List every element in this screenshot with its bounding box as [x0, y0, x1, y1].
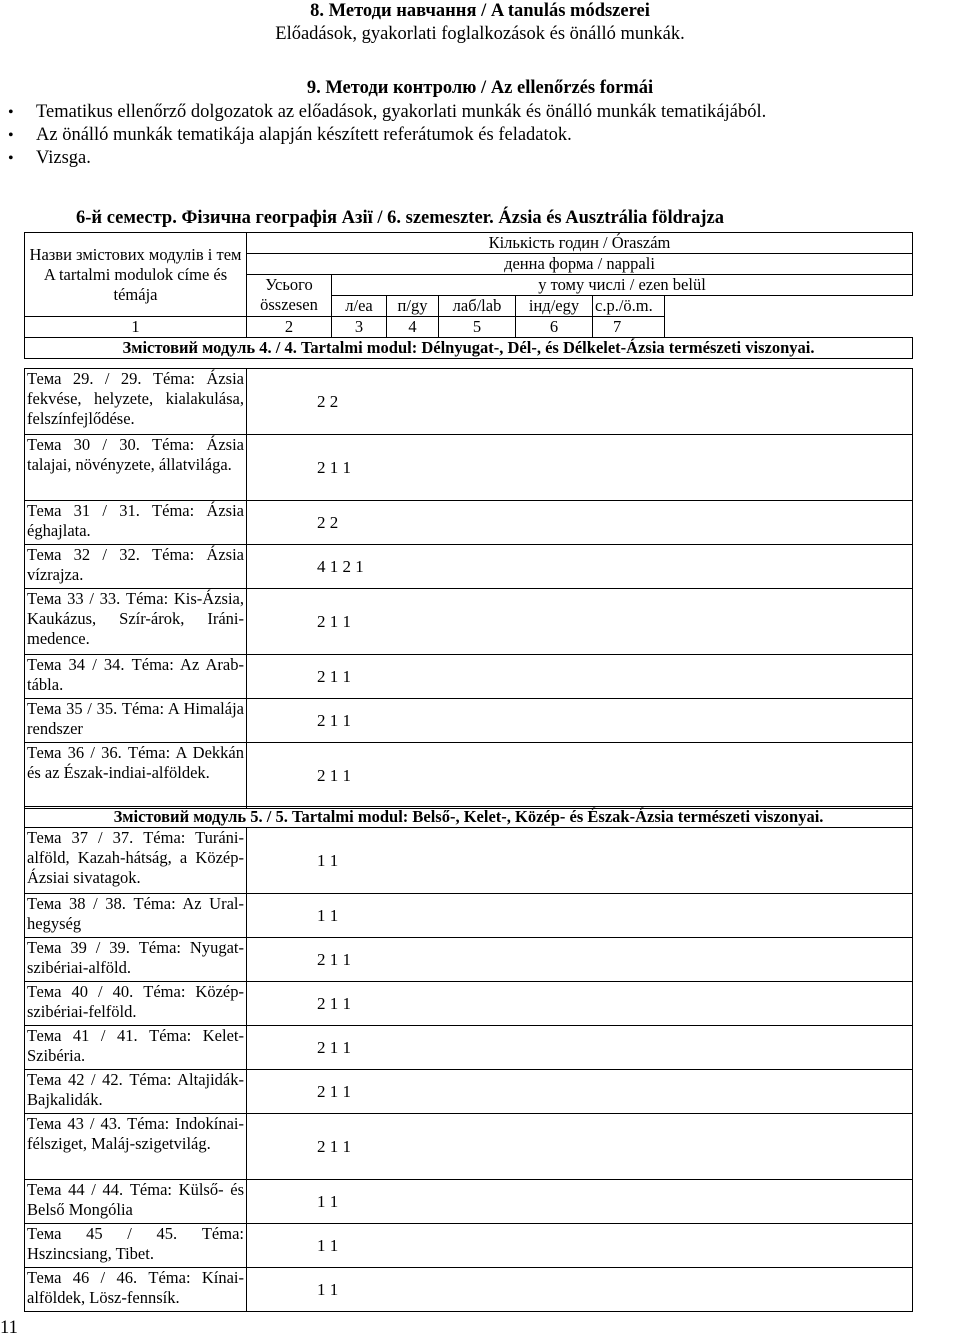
col-num: 4: [387, 317, 439, 338]
module4-title: Змістовий модуль 4. / 4. Tartalmi modul: Délnyugat-, Dél-, és Délkelet-Ázsia természeti viszonyai.: [25, 338, 913, 359]
topic-cell: Тема 35 / 35. Téma: A Himalája rendszer: [25, 699, 247, 743]
semester-title: 6-й семестр. Фізична географія Азії / 6. szemeszter. Ázsia és Ausztrália földrajza: [76, 208, 724, 228]
hours-values: 1 1: [247, 828, 913, 894]
col-num: 6: [516, 317, 593, 338]
hours-values: 1 1: [247, 1268, 913, 1312]
topic-cell: Тема 46 / 46. Téma: Kínai-alföldek, Lösz-fennsík.: [25, 1268, 247, 1312]
col-num: 1: [25, 317, 247, 338]
table-row: [25, 501, 913, 545]
header-selfwork: с.р./ö.m.: [593, 296, 665, 317]
table-row: [25, 828, 913, 894]
hours-values: 2 2: [247, 369, 913, 435]
header-incl: у тому числі / ezen belül: [332, 275, 913, 296]
hours-values: 2 2: [247, 501, 913, 545]
table-row: [25, 1268, 913, 1312]
header-form: денна форма / nappali: [247, 254, 913, 275]
hours-values: 2 1 1: [247, 435, 913, 501]
section9-bullets: [36, 101, 766, 170]
table-row: [25, 435, 913, 501]
hours-values: 1 1: [247, 894, 913, 938]
header-practice: п/gy: [387, 296, 439, 317]
hours-values: 1 1: [247, 1224, 913, 1268]
topic-cell: Тема 29. / 29. Téma: Ázsia fekvése, helyzete, kialakulása, felszínfejlődése.: [25, 369, 247, 435]
hours-values: 1 1: [247, 1180, 913, 1224]
table-row: [25, 938, 913, 982]
table-row: [25, 982, 913, 1026]
table-row: [25, 1026, 913, 1070]
bullet-item: • Tematikus ellenőrző dolgozatok az előadások, gyakorlati munkák és önálló munkák tematikájából.: [36, 101, 766, 124]
table-row: [25, 1180, 913, 1224]
topic-cell: Тема 34 / 34. Téma: Az Arab-tábla.: [25, 655, 247, 699]
table-row: [25, 1224, 913, 1268]
header-lecture: л/ea: [332, 296, 387, 317]
hours-values: 2 1 1: [247, 1026, 913, 1070]
table-row: [25, 743, 913, 809]
hours-values: 2 1 1: [247, 1114, 913, 1180]
table-row: [25, 589, 913, 655]
topic-cell: Тема 33 / 33. Téma: Kis-Ázsia, Kaukázus, Szír-árok, Iráni-medence.: [25, 589, 247, 655]
header-lab: лаб/lab: [439, 296, 516, 317]
table-row: [25, 369, 913, 435]
topic-cell: Тема 37 / 37. Téma: Turáni-alföld, Kazah-hátság, a Közép-Ázsiai sivatagok.: [25, 828, 247, 894]
topic-cell: Тема 38 / 38. Téma: Az Ural-hegység: [25, 894, 247, 938]
topic-cell: Тема 45 / 45. Téma: Hszincsiang, Tibet.: [25, 1224, 247, 1268]
hours-values: 2 1 1: [247, 938, 913, 982]
hours-values: 2 1 1: [247, 589, 913, 655]
table-row: [25, 1070, 913, 1114]
table-row: [25, 1114, 913, 1180]
col-num: 2: [247, 317, 332, 338]
col-num: 7: [593, 317, 665, 338]
section8-title: 8. Методи навчання / A tanulás módszerei: [310, 1, 650, 21]
section9-title: 9. Методи контролю / Az ellenőrzés formái: [306, 78, 654, 98]
table-row: [25, 545, 913, 589]
module5-table: [24, 806, 913, 1312]
topic-cell: Тема 39 / 39. Téma: Nyugat-szibériai-alföld.: [25, 938, 247, 982]
hours-table: [24, 232, 913, 359]
topic-cell: Тема 43 / 43. Téma: Indokínai-félsziget, Maláj-szigetvilág.: [25, 1114, 247, 1180]
hours-values: 2 1 1: [247, 982, 913, 1026]
bullet-item: • Vizsga.: [36, 147, 766, 170]
table-row: [25, 655, 913, 699]
table-row: [25, 894, 913, 938]
topic-cell: Тема 31 / 31. Téma: Ázsia éghajlata.: [25, 501, 247, 545]
topic-cell: Тема 40 / 40. Téma: Közép-szibériai-felföld.: [25, 982, 247, 1026]
table-row: [25, 699, 913, 743]
header-total: Усього összesen: [247, 275, 332, 317]
hours-values: 2 1 1: [247, 1070, 913, 1114]
topic-cell: Тема 30 / 30. Téma: Ázsia talajai, növényzete, állatvilága.: [25, 435, 247, 501]
header-module-name: Назви змістових модулів і тем A tartalmi modulok címe és témája: [25, 233, 247, 317]
hours-values: 2 1 1: [247, 655, 913, 699]
module4-table: [24, 368, 913, 809]
col-num: 5: [439, 317, 516, 338]
topic-cell: Тема 41 / 41. Téma: Kelet-Szibéria.: [25, 1026, 247, 1070]
bullet-item: • Az önálló munkák tematikája alapján készített referátumok és feladatok.: [36, 124, 766, 147]
hours-values: 2 1 1: [247, 743, 913, 809]
col-num: 3: [332, 317, 387, 338]
hours-values: 4 1 2 1: [247, 545, 913, 589]
module5-title: Змістовий модуль 5. / 5. Tartalmi modul: Belső-, Kelet-, Közép- és Észak-Ázsia természeti viszonyai.: [25, 807, 913, 828]
header-hours: Кількість годин / Óraszám: [247, 233, 913, 254]
topic-cell: Тема 42 / 42. Téma: Altajidák-Bajkalidák.: [25, 1070, 247, 1114]
hours-values: 2 1 1: [247, 699, 913, 743]
topic-cell: Тема 32 / 32. Téma: Ázsia vízrajza.: [25, 545, 247, 589]
section8-text: Előadások, gyakorlati foglalkozások és önálló munkák.: [275, 24, 685, 44]
topic-cell: Тема 44 / 44. Téma: Külső- és Belső Mongólia: [25, 1180, 247, 1224]
topic-cell: Тема 36 / 36. Téma: A Dekkán és az Észak-indiai-alföldek.: [25, 743, 247, 809]
header-individual: інд/egy: [516, 296, 593, 317]
page-number: 11: [0, 1318, 18, 1338]
